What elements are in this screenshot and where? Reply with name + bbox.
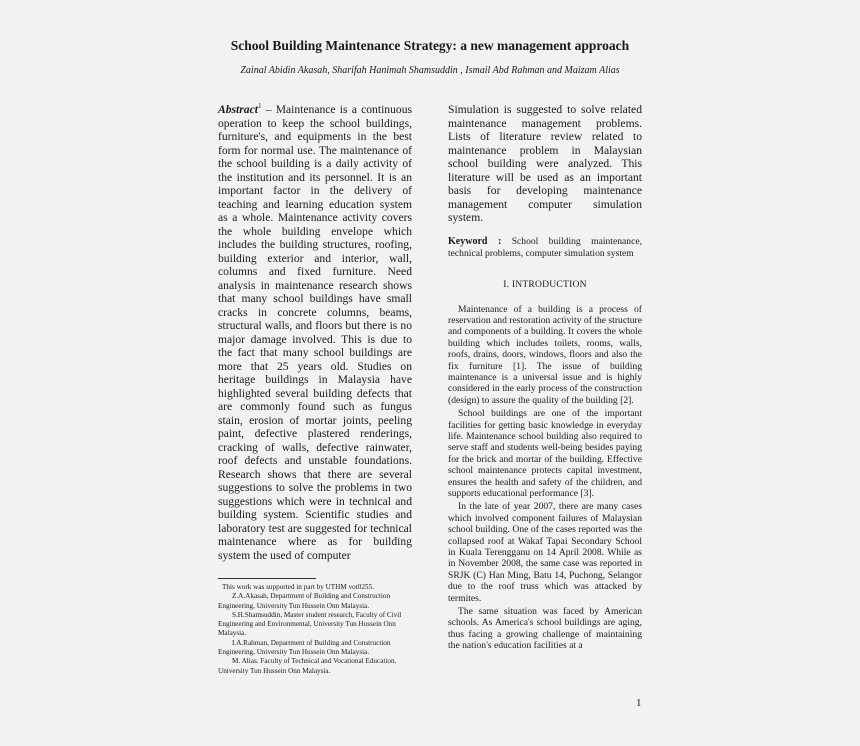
- keywords: [448, 236, 642, 260]
- abstract-continued: Simulation is suggested to solve related maintenance management problems. Lists of literature review related to maintenance problem in Malaysian school building were analyzed. This literature will be used as an important basis for developing maintenance management computer simulation system.: [448, 103, 642, 224]
- right-column: [448, 103, 642, 654]
- abstract-footnote-marker: 1: [257, 102, 262, 111]
- keyword-label: Keyword :: [448, 235, 502, 247]
- author-list: Zainal Abidin Akasah, Sharifah Hanimah Shamsuddin , Ismail Abd Rahman and Maizam Alias: [240, 65, 620, 76]
- intro-paragraph: In the late of year 2007, there are many cases which involved component failures of Malaysian school building. One of the cases reported was the collapsed roof at Wakaf Tapai Secondary School in Kuala Terengganu on 14 April 2008. While as in November 2008, the same case was reported in SRJK (C) Han Ming, Batu 14, Puchong, Selangor due to the roof truss which was attacked by termites.: [448, 501, 642, 604]
- paper-title: School Building Maintenance Strategy: a new management approach: [230, 38, 630, 53]
- footnote: This work was supported in part by UTHM vot0255.: [222, 583, 374, 591]
- section-heading-introduction: I. INTRODUCTION: [503, 278, 587, 290]
- page-number: 1: [636, 697, 642, 709]
- abstract-text: – Maintenance is a continuous operation to keep the school buildings, furniture's, and equipments in the best form for normal use. The maintenance of the school building is a daily activity of the institution and its personnel. It is an important factor in the delivery of teaching and learning education system as a whole. Maintenance activity covers the whole building envelope which includes the building structures, roofing, building exterior and interior, wall, columns and fixed furniture. Need analysis in maintenance research shows that many school buildings have small cracks in concrete columns, beams, structural walls, and floors but there is no major damage involved. This is due to the fact that many school buildings are more that 25 years old. Studies on heritage buildings in Malaysia have highlighted several building defects that are commonly found such as fungus stain, erosion of mortar joints, peeling paint, defective plastered renderings, cracking of walls, defective rainwater, roof defects and unstable foundations. Research shows that there are several suggestions to solve the problems in two suggestions which were in technical and building system. Scientific studies and laboratory test are suggested for technical maintenance where as for building system the used of computer: [218, 103, 412, 562]
- footnotes: [218, 583, 418, 676]
- footnote: I.A.Rahman, Department of Building and Construction Engineering, University Tun Hussein Onn Malaysia.: [218, 638, 391, 657]
- footnote: Z.A.Akasah, Department of Building and Construction Engineering, University Tun Hussein Onn Malaysia.: [218, 592, 391, 610]
- intro-paragraph: The same situation was faced by American schools. As America's school buildings are aging, thus facing a growing challenge of maintaining the nation's education facilities at a: [448, 606, 642, 652]
- footnote: M. Alias. Faculty of Technical and Vocational Education. University Tun Hussein Onn Malaysia.: [218, 657, 397, 675]
- footnote: S.H.Shamsuddin, Master student research, Faculty of Civil Engineering and Environmental, University Tun Hussein Onn Malaysia.: [218, 610, 402, 638]
- abstract-label: Abstract: [218, 103, 258, 116]
- left-column: [218, 103, 412, 562]
- intro-paragraph: School buildings are one of the important facilities for getting basic knowledge in everyday life. Maintenance school building also required to serve staff and students well-being besides paying for the brick and mortar of the building. Effective school maintenance protects capital investment, ensures the health and safety of the children, and supports educational performance [3].: [448, 408, 642, 499]
- keyword-text: School building maintenance, technical problems, computer simulation system: [448, 235, 642, 259]
- footnote-divider: [218, 578, 316, 579]
- intro-paragraph: Maintenance of a building is a process of reservation and restoration activity of the structure and components of a building. It covers the whole building which includes toilets, rooms, walls, roofs, drains, doors, windows, floors and also the fix furniture [1]. The issue of building maintenance is a universal issue and is highly considered in the early process of the construction (design) to assure the quality of the building [2].: [448, 303, 642, 406]
